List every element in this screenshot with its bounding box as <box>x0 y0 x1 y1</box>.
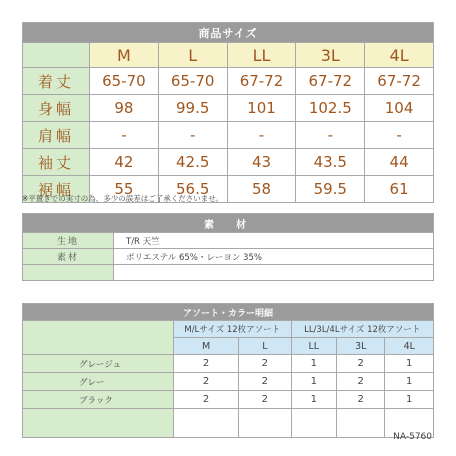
empty-cell <box>174 409 239 438</box>
empty-cell <box>337 409 385 438</box>
assort-qty: 2 <box>337 355 385 373</box>
assort-qty: 1 <box>385 355 434 373</box>
size-value: - <box>90 122 159 149</box>
size-value: 59.5 <box>296 176 365 203</box>
assort-size-l: L <box>239 338 291 355</box>
assort-table-corner <box>23 321 174 355</box>
size-row-chest <box>23 95 434 122</box>
assort-row-empty <box>23 409 434 438</box>
size-value: 65-70 <box>90 68 159 95</box>
size-value: 67-72 <box>227 68 296 95</box>
size-header-m: M <box>90 43 159 68</box>
material-value <box>114 265 434 281</box>
row-label: 身幅 <box>23 95 90 122</box>
assort-qty: 2 <box>239 355 291 373</box>
row-label: 裾幅 <box>23 176 90 203</box>
assort-qty: 2 <box>174 391 239 409</box>
size-value: 99.5 <box>158 95 227 122</box>
size-value: 104 <box>365 95 434 122</box>
assort-size-ll: LL <box>291 338 337 355</box>
material-label: 生地 <box>23 233 114 249</box>
size-value: - <box>227 122 296 149</box>
assort-qty: 1 <box>385 391 434 409</box>
assort-group-ll-3l-4l: LL/3L/4Lサイズ 12枚アソート <box>291 321 434 338</box>
material-row-composition <box>23 249 434 265</box>
color-label: ブラック <box>23 391 174 409</box>
empty-cell <box>23 409 174 438</box>
size-value: 44 <box>365 149 434 176</box>
size-table <box>22 22 434 203</box>
size-value: 102.5 <box>296 95 365 122</box>
material-table <box>22 213 434 281</box>
assort-qty: 1 <box>291 391 337 409</box>
color-label: グレー <box>23 373 174 391</box>
assort-group-ml: M/Lサイズ 12枚アソート <box>174 321 292 338</box>
assort-row-gray <box>23 373 434 391</box>
assort-row-greige <box>23 355 434 373</box>
size-value: - <box>296 122 365 149</box>
material-value: T/R 天竺 <box>114 233 434 249</box>
size-value: 43 <box>227 149 296 176</box>
assort-qty: 1 <box>291 355 337 373</box>
size-value: 67-72 <box>296 68 365 95</box>
measurement-note: ※平置きでの実寸の為、多少の誤差はご了承くださいませ。 <box>22 194 224 203</box>
material-row-fabric <box>23 233 434 249</box>
assort-qty: 2 <box>174 355 239 373</box>
size-value: - <box>365 122 434 149</box>
row-label: 着丈 <box>23 68 90 95</box>
product-code: NA-5760 <box>393 432 432 442</box>
assort-qty: 1 <box>385 373 434 391</box>
assort-qty: 2 <box>239 391 291 409</box>
size-value: 67-72 <box>365 68 434 95</box>
size-value: 65-70 <box>158 68 227 95</box>
size-header-3l: 3L <box>296 43 365 68</box>
size-value: 43.5 <box>296 149 365 176</box>
size-row-length <box>23 68 434 95</box>
material-row-empty <box>23 265 434 281</box>
size-value: 42.5 <box>158 149 227 176</box>
material-table-title: 素 材 <box>23 214 434 233</box>
size-value: 101 <box>227 95 296 122</box>
size-value: 55 <box>90 176 159 203</box>
assort-size-4l: 4L <box>385 338 434 355</box>
size-value: 61 <box>365 176 434 203</box>
material-value: ポリエステル 65%・レーヨン 35% <box>114 249 434 265</box>
assort-size-m: M <box>174 338 239 355</box>
size-table-corner <box>23 43 90 68</box>
size-row-shoulder <box>23 122 434 149</box>
size-row-sleeve <box>23 149 434 176</box>
size-header-l: L <box>158 43 227 68</box>
assort-qty: 2 <box>337 373 385 391</box>
material-label: 素材 <box>23 249 114 265</box>
size-value: 58 <box>227 176 296 203</box>
row-label: 肩幅 <box>23 122 90 149</box>
empty-cell <box>291 409 337 438</box>
size-value: 98 <box>90 95 159 122</box>
assort-size-3l: 3L <box>337 338 385 355</box>
assort-qty: 2 <box>337 391 385 409</box>
size-header-ll: LL <box>227 43 296 68</box>
assort-table <box>22 303 434 438</box>
size-header-4l: 4L <box>365 43 434 68</box>
material-label <box>23 265 114 281</box>
assort-qty: 1 <box>291 373 337 391</box>
assort-qty: 2 <box>239 373 291 391</box>
assort-table-title: アソート・カラー明細 <box>23 304 434 321</box>
color-label: グレージュ <box>23 355 174 373</box>
empty-cell <box>239 409 291 438</box>
assort-row-black <box>23 391 434 409</box>
size-table-title: 商品サイズ <box>23 23 434 43</box>
size-value: - <box>158 122 227 149</box>
row-label: 袖丈 <box>23 149 90 176</box>
size-value: 42 <box>90 149 159 176</box>
assort-qty: 2 <box>174 373 239 391</box>
size-value: 56.5 <box>158 176 227 203</box>
